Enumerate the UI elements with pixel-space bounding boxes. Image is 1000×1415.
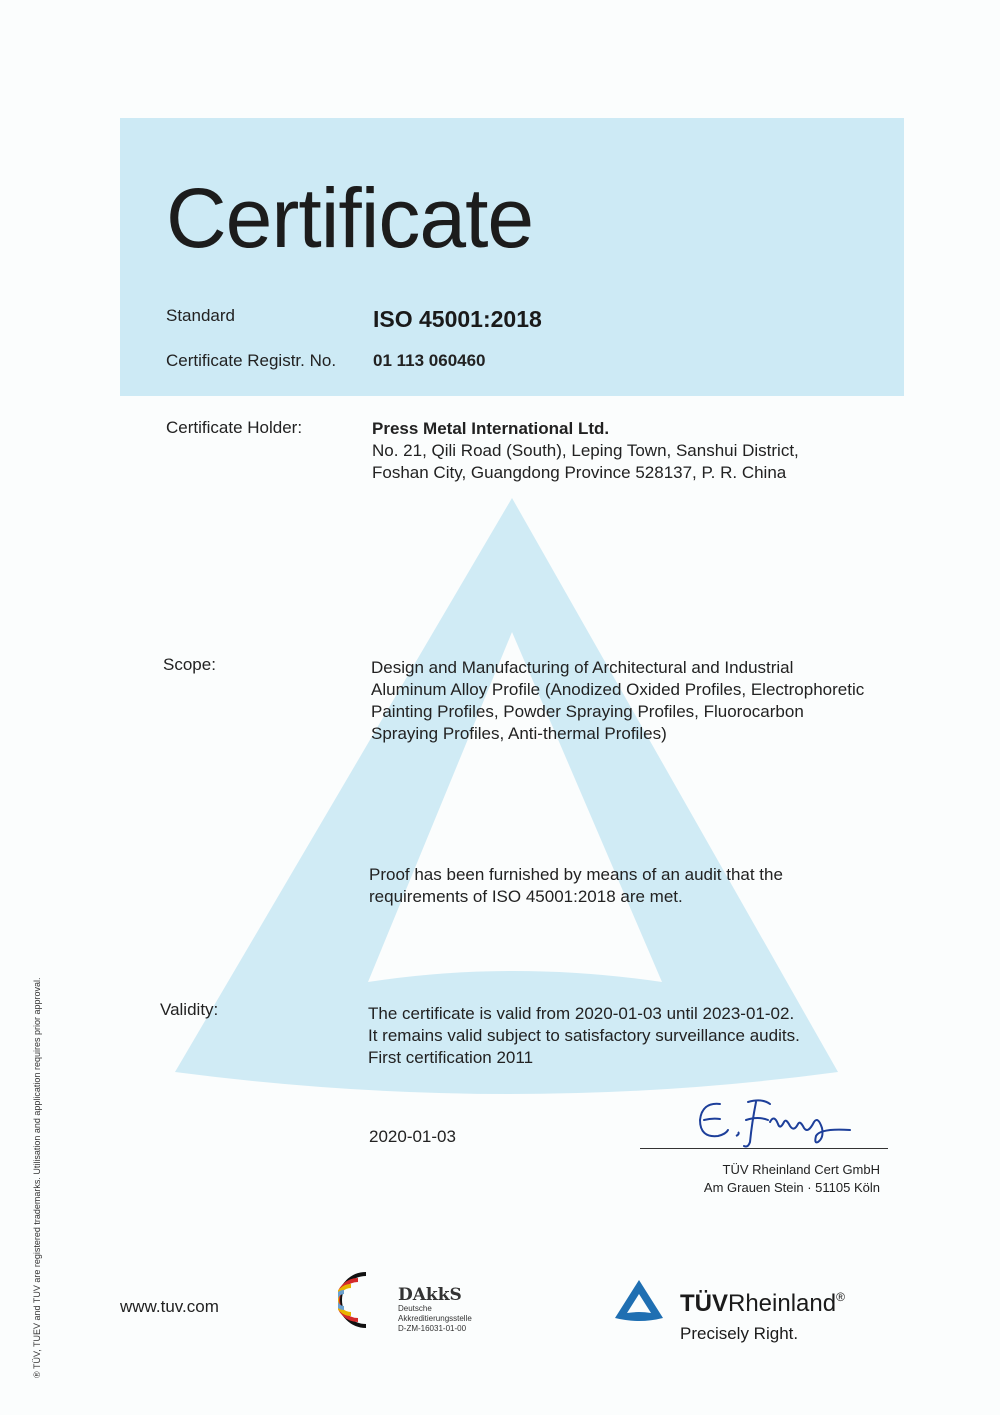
brand-bold: TÜV: [680, 1290, 728, 1317]
tuv-brand: [680, 1290, 845, 1318]
validity-line: First certification 2011: [368, 1048, 534, 1067]
proof-line: requirements of ISO 45001:2018 are met.: [369, 887, 683, 906]
dakks-name: DAkkS: [398, 1285, 462, 1305]
holder-label: Certificate Holder:: [166, 418, 303, 437]
holder-name: Press Metal International Ltd.: [372, 419, 610, 438]
dakks-sub: Deutsche: [398, 1304, 432, 1313]
holder-address-line: Foshan City, Guangdong Province 528137, P. R. China: [372, 463, 787, 482]
tuv-tagline: Precisely Right.: [680, 1324, 799, 1343]
standard-label: Standard: [166, 306, 235, 325]
registration-label: Certificate Registr. No.: [166, 351, 337, 370]
issuer-block: [704, 1161, 880, 1197]
scope-line: Design and Manufacturing of Architectural and Industrial: [371, 658, 794, 677]
website-link[interactable]: www.tuv.com: [120, 1297, 219, 1316]
validity-label: Validity:: [160, 1000, 219, 1019]
issue-date: 2020-01-03: [369, 1127, 456, 1146]
validity-block: [368, 1003, 800, 1069]
standard-value: ISO 45001:2018: [373, 306, 542, 332]
holder-block: [372, 418, 799, 484]
signature-line: [640, 1148, 888, 1149]
proof-line: Proof has been furnished by means of an audit that the: [369, 865, 783, 884]
scope-line: Spraying Profiles, Anti-thermal Profiles): [371, 724, 667, 743]
scope-block: [371, 657, 864, 745]
issuer-line: Am Grauen Stein · 51105 Köln: [703, 1180, 880, 1195]
certificate-title: Certificate: [166, 171, 534, 265]
proof-block: [369, 864, 783, 908]
dakks-sub: Akkreditierungsstelle: [398, 1314, 472, 1323]
trademark-note: ® TÜV, TUEV and TUV are registered trademarks. Utilisation and application requires prior approval.: [32, 977, 42, 1378]
holder-address-line: No. 21, Qili Road (South), Leping Town, Sanshui District,: [372, 441, 799, 460]
brand-regular: Rheinland: [728, 1290, 837, 1317]
scope-line: Aluminum Alloy Profile (Anodized Oxided Profiles, Electrophoretic: [371, 680, 865, 699]
validity-line: The certificate is valid from 2020-01-03 until 2023-01-02.: [368, 1004, 795, 1023]
scope-line: Painting Profiles, Powder Spraying Profiles, Fluorocarbon: [371, 702, 804, 721]
signature: [690, 1094, 860, 1150]
dakks-text: [398, 1286, 472, 1334]
dakks-accreditation-number: D-ZM-16031-01-00: [398, 1324, 467, 1333]
registered-mark: ®: [836, 1290, 845, 1304]
issuer-line: TÜV Rheinland Cert GmbH: [722, 1162, 880, 1177]
validity-line: It remains valid subject to satisfactory surveillance audits.: [368, 1026, 800, 1045]
registration-number: 01 113 060460: [373, 351, 486, 370]
tuv-triangle-icon: [614, 1278, 664, 1322]
scope-label: Scope:: [163, 655, 216, 674]
